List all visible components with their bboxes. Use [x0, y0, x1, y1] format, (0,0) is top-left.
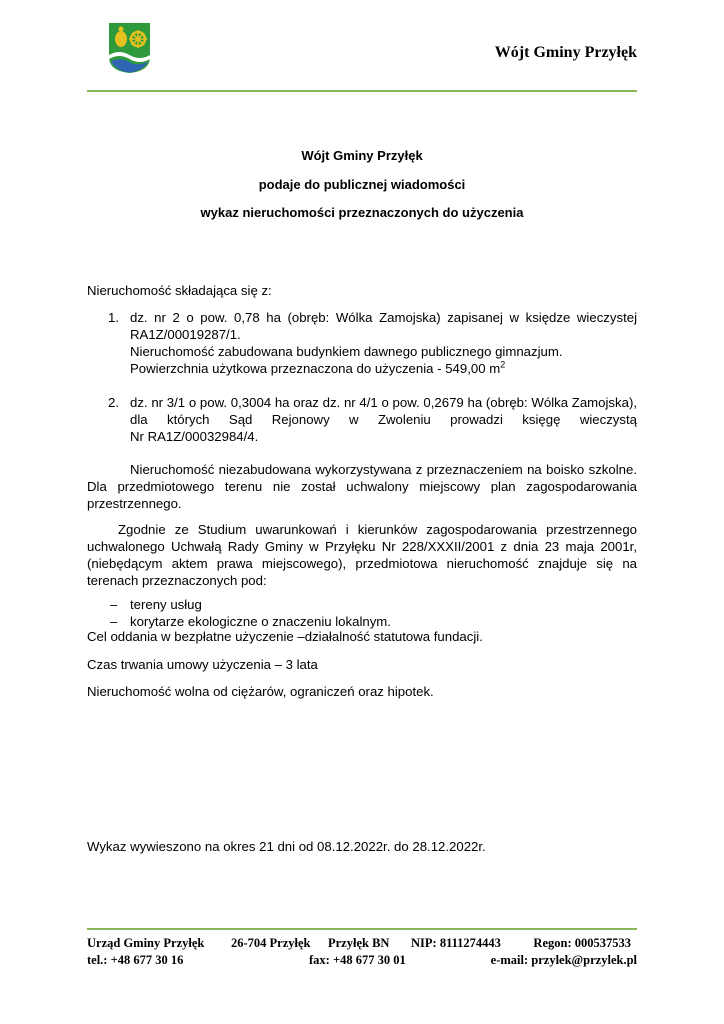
- item-2-line-1: dz. nr 3/1 o pow. 0,3004 ha oraz dz. nr 4/1 o pow. 0,2679 ha (obręb: Wólka Zamojska),: [130, 395, 637, 410]
- purpose-text: Cel oddania w bezpłatne użyczenie –działalność statutowa fundacji.: [87, 629, 483, 644]
- list-dash-1: –: [110, 597, 118, 612]
- footer-nip: NIP: 8111274443: [411, 936, 501, 950]
- footer-fax: fax: +48 677 30 01: [309, 953, 406, 967]
- footer-email: e-mail: przylek@przylek.pl: [490, 953, 637, 967]
- footer-regon: Regon: 000537533: [533, 936, 631, 950]
- para-1-line-2: Dla przedmiotowego terenu nie został uchwalony miejscowy plan zagospodarowania: [87, 479, 637, 494]
- para-2-line-4: terenach przeznaczonych pod:: [87, 573, 267, 588]
- item-1-line-4: Powierzchnia użytkowa przeznaczona do użyczenia - 549,00 $m^2$: [130, 359, 506, 376]
- list-dash-2: –: [110, 614, 118, 629]
- footer-office: Urząd Gminy Przyłęk: [87, 936, 205, 950]
- item-2-line-2: dla których Sąd Rejonowy w Zwoleniu prowadzi księgę wieczystą: [130, 412, 637, 427]
- heading-line-2: podaje do publicznej wiadomości: [258, 177, 466, 192]
- para-2-line-3: (niebędącym aktem prawa miejscowego), przedmiotowa nieruchomość znajduje się na: [87, 556, 637, 571]
- header-title: Wójt Gminy Przyłęk: [494, 44, 637, 61]
- intro-text: Nieruchomość składająca się z:: [87, 283, 272, 298]
- encumbrance-text: Nieruchomość wolna od ciężarów, ograniczeń oraz hipotek.: [87, 684, 434, 699]
- item-1-line-1: dz. nr 2 o pow. 0,78 ha (obręb: Wólka Zamojska) zapisanej w księdze wieczystej: [130, 310, 637, 325]
- item-2-line-3: Nr RA1Z/00032984/4.: [130, 429, 259, 444]
- heading-line-3: wykaz nieruchomości przeznaczonych do użyczenia: [200, 205, 524, 220]
- item-2-number: 2.: [108, 395, 119, 410]
- gmina-coat-of-arms-logo: [107, 21, 152, 74]
- footer-city: Przyłęk BN: [328, 936, 390, 950]
- heading-line-1: Wójt Gminy Przyłęk: [301, 148, 423, 163]
- posted-text: Wykaz wywieszono na okres 21 dni od 08.12.2022r. do 28.12.2022r.: [87, 839, 486, 854]
- item-1-number: 1.: [108, 310, 119, 325]
- para-2-line-2: uchwalonego Uchwałą Rady Gminy w Przyłęku Nr 228/XXXII/2001 z dnia 23 maja 2001r,: [87, 539, 637, 554]
- footer-tel: tel.: +48 677 30 16: [87, 953, 184, 967]
- item-1-line-2: RA1Z/00019287/1.: [130, 327, 241, 342]
- item-1-line-3: Nieruchomość zabudowana budynkiem dawnego publicznego gimnazjum.: [130, 344, 563, 359]
- para-2-line-1: Zgodnie ze Studium uwarunkowań i kierunków zagospodarowania przestrzennego: [118, 522, 637, 537]
- list-item-1: tereny usług: [130, 597, 202, 612]
- para-1-line-1: Nieruchomość niezabudowana wykorzystywana z przeznaczeniem na boisko szkolne.: [130, 462, 637, 477]
- squared-sup: 2: [500, 359, 506, 370]
- duration-text: Czas trwania umowy użyczenia – 3 lata: [87, 657, 318, 672]
- footer-address: 26-704 Przyłęk: [231, 936, 311, 950]
- footer-divider: [87, 928, 637, 930]
- para-1-line-3: przestrzennego.: [87, 496, 182, 511]
- header-divider: [87, 90, 637, 92]
- list-item-2: korytarze ekologiczne o znaczeniu lokalnym.: [130, 614, 391, 629]
